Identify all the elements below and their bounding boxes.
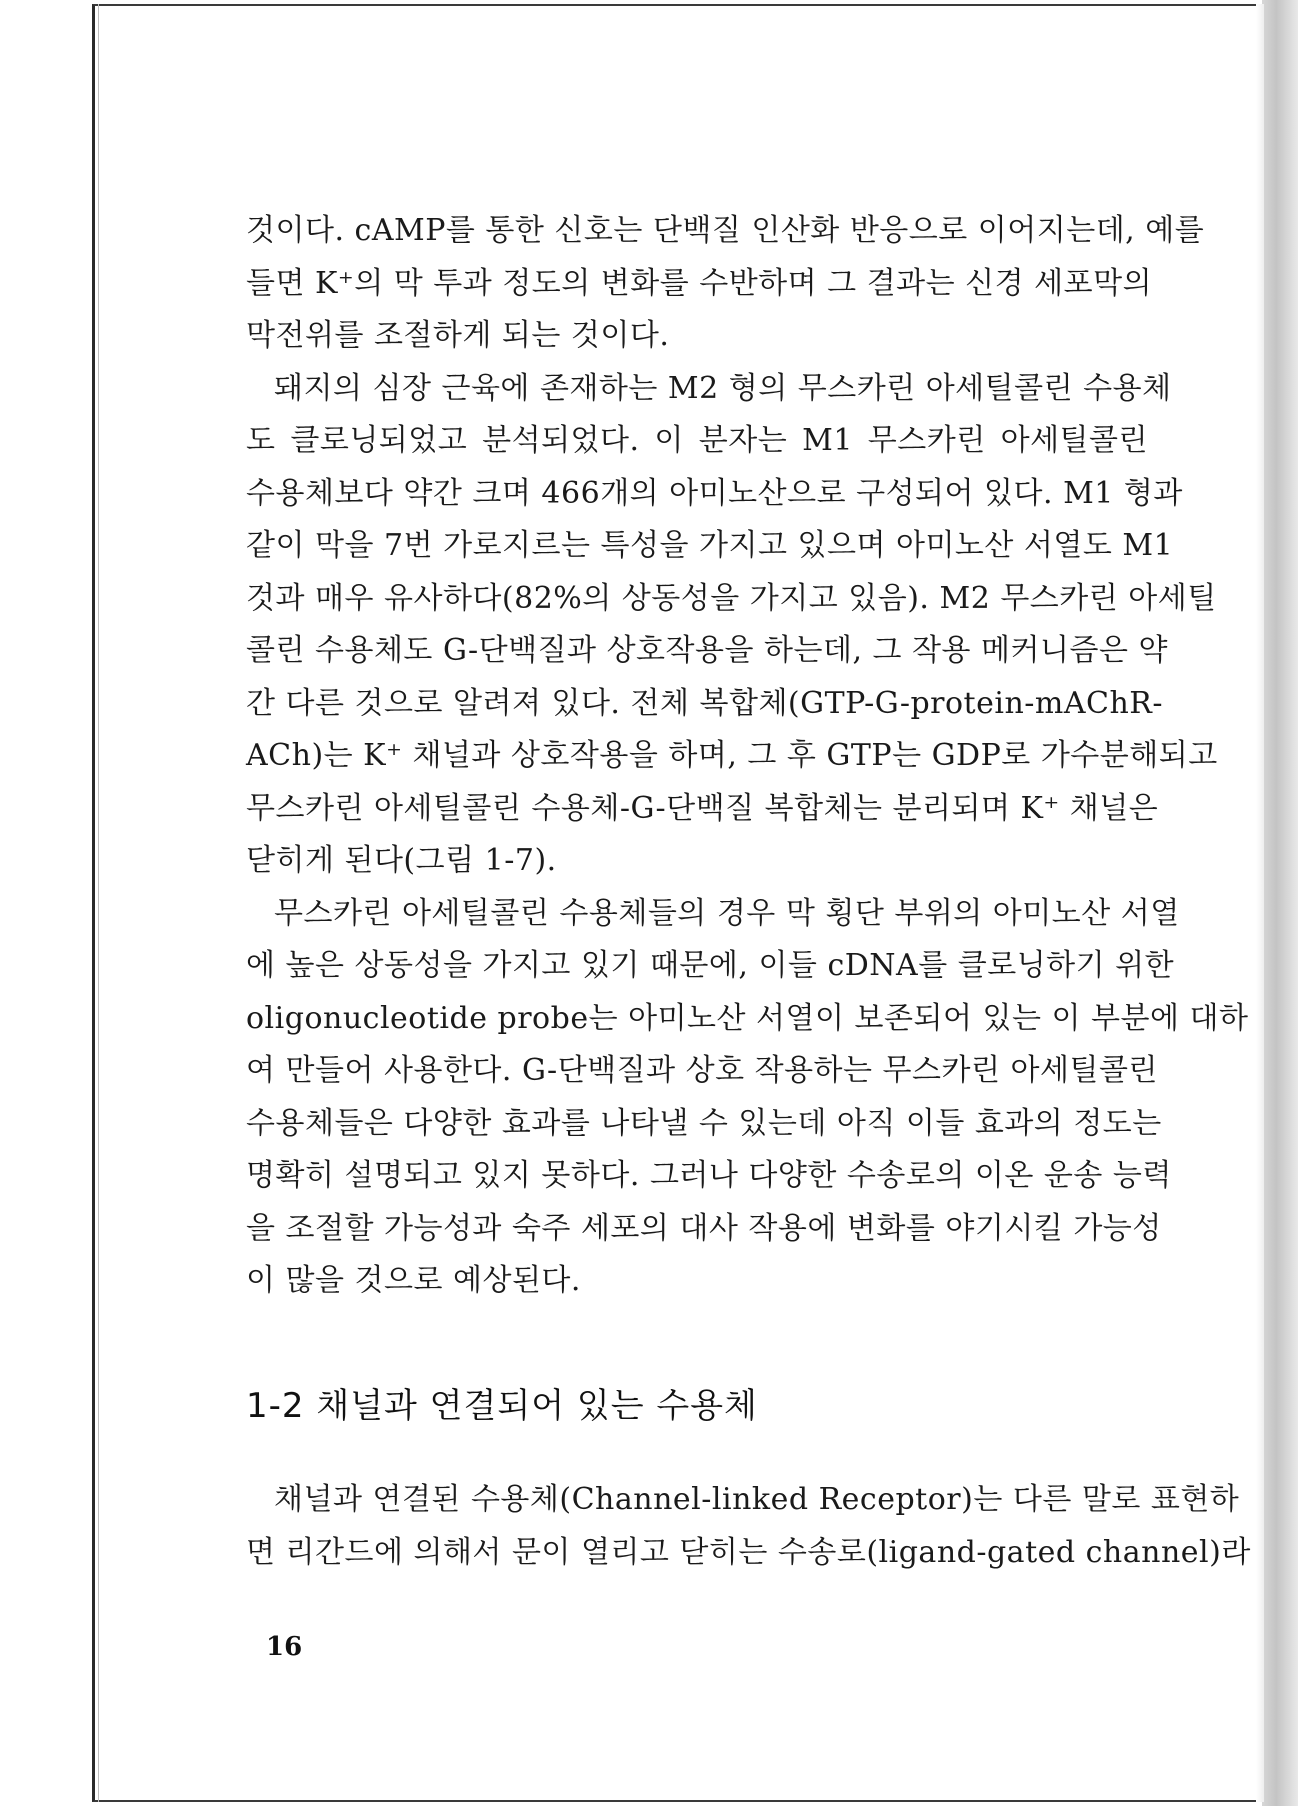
page-right-edge: [1256, 4, 1264, 1802]
text-line: 에 높은 상동성을 가지고 있기 때문에, 이들 cDNA를 클로닝하기 위한: [246, 948, 1175, 983]
page-spine-line: [98, 4, 99, 1802]
text-line: 이 많을 것으로 예상된다.: [246, 1263, 581, 1298]
section-heading: 1-2 채널과 연결되어 있는 수용체: [246, 1386, 758, 1426]
page-number: 16: [266, 1632, 303, 1662]
section-body-text: [246, 1474, 1251, 1579]
text-line: 돼지의 심장 근육에 존재하는 M2 형의 무스카린 아세틸콜린 수용체: [274, 370, 1172, 406]
text-line: oligonucleotide probe는 아미노산 서열이 보존되어 있는 이 부분에 대하: [246, 1000, 1249, 1036]
paragraph-1: [246, 205, 1205, 363]
text-line: 간 다른 것으로 알려져 있다. 전체 복합체(GTP-G-protein-mAChR-: [246, 685, 1164, 721]
text-line: 것과 매우 유사하다(82%의 상동성을 가지고 있음). M2 무스카린 아세틸: [246, 580, 1217, 616]
text-line: 명확히 설명되고 있지 못하다. 그러나 다양한 수송로의 이온 운송 능력: [246, 1158, 1172, 1193]
text-line: 닫히게 된다(그림 1-7).: [246, 843, 557, 878]
text-line: 을 조절할 가능성과 숙주 세포의 대사 작용에 변화를 야기시킬 가능성: [246, 1210, 1162, 1246]
paragraph-3: [246, 888, 1249, 1308]
body-text: [246, 205, 1249, 1308]
text-line: 수용체보다 약간 크며 466개의 아미노산으로 구성되어 있다. M1 형과: [246, 475, 1183, 511]
text-line: 도 클로닝되었고 분석되었다. 이 분자는 M1 무스카린 아세틸콜린: [246, 423, 1148, 458]
text-line: 들면 K⁺의 막 투과 정도의 변화를 수반하며 그 결과는 신경 세포막의: [246, 265, 1153, 301]
text-line: 막전위를 조절하게 되는 것이다.: [246, 318, 670, 353]
text-line: 무스카린 아세틸콜린 수용체들의 경우 막 횡단 부위의 아미노산 서열: [274, 895, 1180, 931]
paragraph-4: [246, 1474, 1251, 1579]
text-line: 채널과 연결된 수용체(Channel-linked Receptor)는 다른 말로 표현하: [274, 1482, 1240, 1517]
text-line: 여 만들어 사용한다. G-단백질과 상호 작용하는 무스카린 아세틸콜린: [246, 1053, 1158, 1088]
text-line: ACh)는 K⁺ 채널과 상호작용을 하며, 그 후 GTP는 GDP로 가수분해되고: [246, 738, 1218, 773]
page-curl-shadow: [1262, 0, 1298, 1806]
text-line: 같이 막을 7번 가로지르는 특성을 가지고 있으며 아미노산 서열도 M1: [246, 528, 1174, 563]
text-line: 것이다. cAMP를 통한 신호는 단백질 인산화 반응으로 이어지는데, 예를: [246, 213, 1205, 248]
text-line: 무스카린 아세틸콜린 수용체-G-단백질 복합체는 분리되며 K⁺ 채널은: [246, 790, 1159, 826]
paragraph-2: [246, 363, 1218, 888]
text-line: 면 리간드에 의해서 문이 열리고 닫히는 수송로(ligand-gated channel)라: [246, 1534, 1251, 1570]
text-line: 수용체들은 다양한 효과를 나타낼 수 있는데 아직 이들 효과의 정도는: [246, 1105, 1162, 1141]
text-line: 콜린 수용체도 G-단백질과 상호작용을 하는데, 그 작용 메커니즘은 약: [246, 633, 1168, 668]
